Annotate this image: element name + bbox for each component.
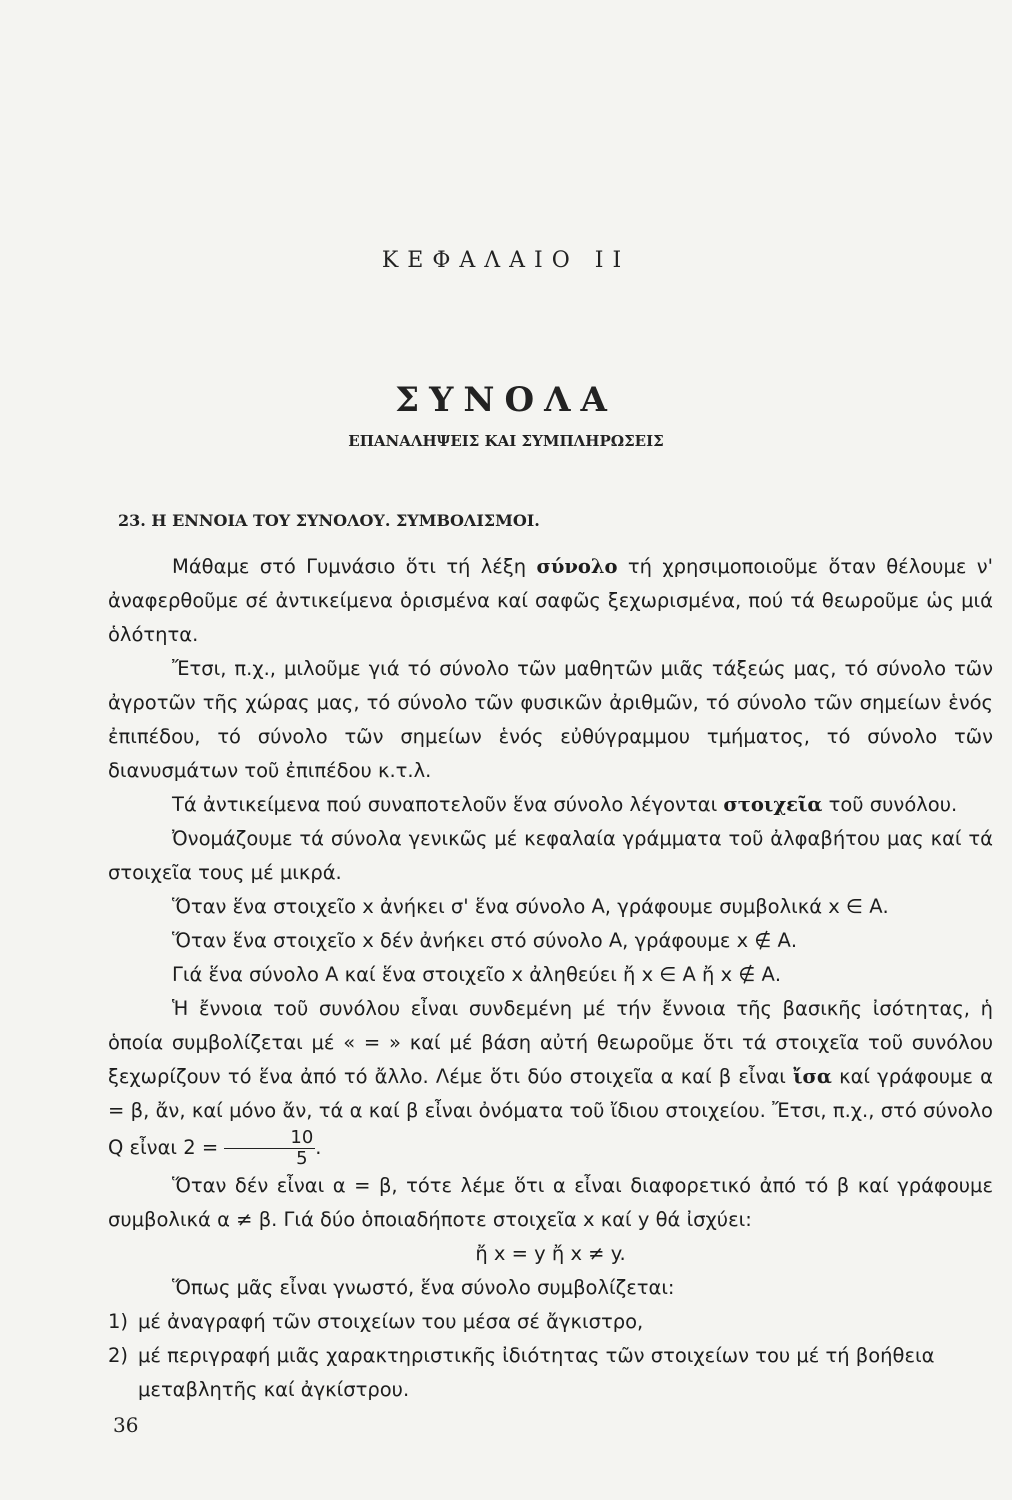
paragraph: Ὀνομάζουμε τά σύνολα γενικῶς μέ κεφαλαία γράμματα τοῦ ἀλφαβήτου μας καί τά στοιχεῖα τους μέ μικρά. [108, 827, 993, 884]
text-run: Μάθαμε στό Γυμνάσιο ὅτι τή λέξη [172, 555, 537, 578]
page-number: 36 [113, 1413, 139, 1437]
paragraph: Ὅπως μᾶς εἶναι γνωστό, ἕνα σύνολο συμβολίζεται: [172, 1276, 675, 1299]
paragraph: Γιά ἕνα σύνολο Α καί ἕνα στοιχεῖο x ἀληθεύει ἤ x ∈ Α ἤ x ∉ Α. [172, 963, 782, 986]
text-run: . [315, 1136, 322, 1159]
formula-line: ἤ x = y ἤ x ≠ y. [475, 1242, 626, 1265]
text-run: τή χρησιμοποιοῦμε ὅταν θέλουμε ν' ἀναφερθοῦμε σέ ἀντικείμενα ὁρισμένα καί σαφῶς ξεχωρισμένα, πού τά θεωροῦμε ὡς μιά ὁλότητα. [108, 555, 993, 646]
paragraph [108, 550, 993, 652]
fraction-numerator: 10 [224, 1128, 315, 1149]
page-subtitle: ΕΠΑΝΑΛΗΨΕΙΣ ΚΑΙ ΣΥΜΠΛΗΡΩΣΕΙΣ [348, 432, 664, 450]
paragraph: Ὅταν ἕνα στοιχεῖο x ἀνήκει σ' ἕνα σύνολο Α, γράφουμε συμβολικά x ∈ Α. [172, 895, 889, 918]
paragraph [108, 992, 993, 1169]
bold-term: ἴσα [793, 1065, 832, 1088]
list-item [108, 1305, 993, 1339]
text-run: τοῦ συνόλου. [822, 793, 958, 816]
paragraph [108, 788, 993, 822]
list-text: μέ περιγραφή μιᾶς χαρακτηριστικῆς ἰδιότητας τῶν στοιχείων του μέ τή βοήθεια μεταβλητῆς καί ἀγκίστρου. [138, 1344, 935, 1401]
body-text [108, 550, 993, 1407]
list-number: 1) [108, 1310, 129, 1333]
chapter-heading: ΚΕΦΑΛΑΙΟ II [381, 248, 631, 273]
paragraph: Ὅταν ἕνα στοιχεῖο x δέν ἀνήκει στό σύνολο Α, γράφουμε x ∉ Α. [172, 929, 798, 952]
text-run: Τά ἀντικείμενα πού συναποτελοῦν ἕνα σύνολο λέγονται [172, 793, 724, 816]
fraction-denominator: 5 [296, 1148, 308, 1169]
bold-term: σύνολο [536, 555, 618, 578]
fraction [224, 1128, 315, 1169]
text-run: καί γράφουμε α = β, ἄν, καί μόνο ἄν, τά α καί β εἶναι ὀνόματα τοῦ ἴδιου στοιχείου. Ἔτσι, π.χ., στό σύνολο Q εἶναι 2 = [108, 1065, 993, 1159]
section-heading: 23. Η ΕΝΝΟΙΑ ΤΟΥ ΣΥΝΟΛΟΥ. ΣΥΜΒΟΛΙΣΜΟΙ. [118, 511, 540, 530]
page-title: ΣΥΝΟΛΑ [395, 380, 617, 420]
bold-term: στοιχεῖα [723, 793, 823, 816]
text-run: Ἡ ἔννοια τοῦ συνόλου εἶναι συνδεμένη μέ τήν ἔννοια τῆς βασικῆς ἰσότητας, ἡ ὁποία συμβολίζεται μέ « = » καί μέ βάση αὐτή θεωροῦμε ὅτι τά στοιχεῖα τοῦ συνόλου ξεχωρίζουν τό ἕνα ἀπό τό ἄλλο. Λέμε ὅτι δύο στοιχεῖα α καί β εἶναι [108, 997, 993, 1088]
list-number: 2) [108, 1344, 129, 1367]
list-text: μέ ἀναγραφή τῶν στοιχείων του μέσα σέ ἄγκιστρο, [138, 1310, 644, 1333]
list-item [108, 1339, 993, 1407]
paragraph: Ἔτσι, π.χ., μιλοῦμε γιά τό σύνολο τῶν μαθητῶν μιᾶς τάξεώς μας, τό σύνολο τῶν ἀγροτῶν τῆς χώρας μας, τό σύνολο τῶν φυσικῶν ἀριθμῶν, τό σύνολο τῶν σημείων ἑνός ἐπιπέδου, τό σύνολο τῶν σημείων ἑνός εὐθύγραμμου τμήματος, τό σύνολο τῶν διανυσμάτων τοῦ ἐπιπέδου κ.τ.λ. [108, 657, 993, 782]
notation-list [108, 1305, 993, 1407]
paragraph: Ὅταν δέν εἶναι α = β, τότε λέμε ὅτι α εἶναι διαφορετικό ἀπό τό β καί γράφουμε συμβολικά α ≠ β. Γιά δύο ὁποιαδήποτε στοιχεῖα x καί y θά ἰσχύει: [108, 1174, 993, 1231]
